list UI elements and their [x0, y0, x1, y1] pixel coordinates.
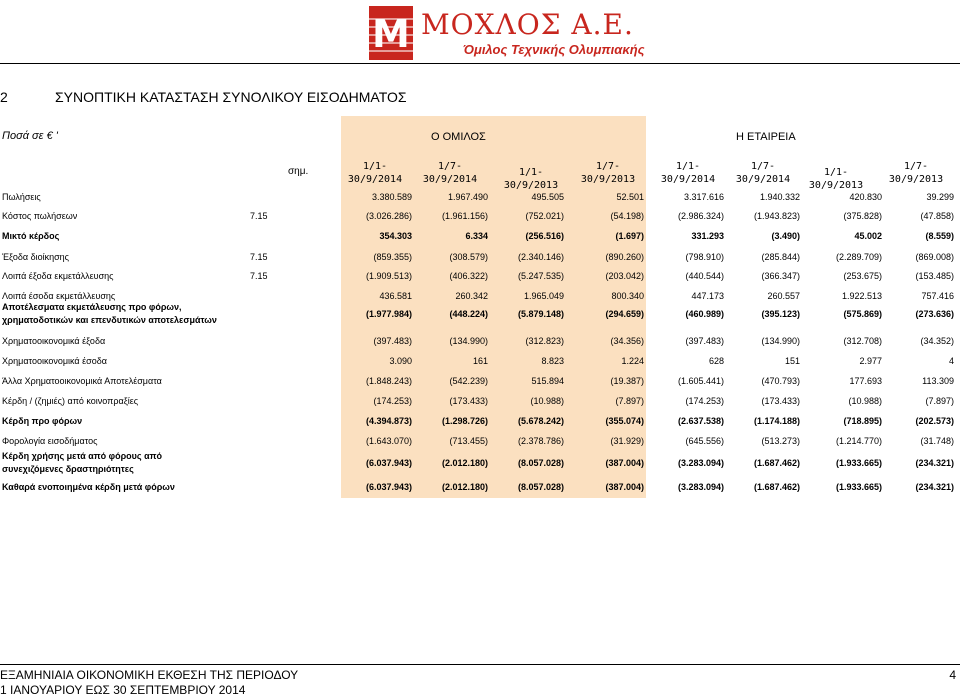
value-cell: (798.910): [685, 252, 724, 262]
value-cell: 260.342: [455, 291, 488, 301]
row-note: 7.15: [250, 271, 268, 281]
page-number: 4: [949, 668, 956, 682]
value-cell: 4: [948, 356, 954, 366]
value-cell: (34.356): [610, 336, 644, 346]
value-cell: (1.848.243): [365, 376, 412, 386]
row-label: Πωλήσεις: [2, 192, 41, 202]
value-cell: 1.940.332: [759, 192, 800, 202]
value-cell: 1.922.513: [841, 291, 882, 301]
value-cell: (1.933.665): [835, 458, 882, 468]
value-cell: (234.321): [915, 458, 954, 468]
value-cell: (387.004): [605, 458, 644, 468]
value-cell: (645.556): [685, 436, 724, 446]
value-cell: (203.042): [605, 271, 644, 281]
row-note: 7.15: [250, 252, 268, 262]
section-title: ΣΥΝΟΠΤΙΚΗ ΚΑΤΑΣΤΑΣΗ ΣΥΝΟΛΙΚΟΥ ΕΙΣΟΔΗΜΑΤΟΣ: [55, 89, 407, 105]
value-cell: (1.943.823): [753, 211, 800, 221]
value-cell: 420.830: [849, 192, 882, 202]
column-header: 1/1- 30/9/2014: [347, 161, 403, 185]
value-cell: (440.544): [685, 271, 724, 281]
value-cell: 3.317.616: [683, 192, 724, 202]
company-logo: [369, 6, 645, 60]
value-cell: (285.844): [761, 252, 800, 262]
value-cell: (5.879.148): [517, 309, 564, 319]
value-cell: (1.605.441): [677, 376, 724, 386]
row-label: Φορολογία εισοδήματος: [2, 436, 98, 446]
value-cell: (174.253): [373, 396, 412, 406]
footer-period: 1 ΙΑΝΟΥΑΡΙΟΥ ΕΩΣ 30 ΣΕΠΤΕΜΒΡΙΟΥ 2014: [0, 683, 246, 697]
value-cell: (513.273): [761, 436, 800, 446]
value-cell: (397.483): [685, 336, 724, 346]
value-cell: (869.008): [915, 252, 954, 262]
value-cell: (1.214.770): [835, 436, 882, 446]
value-cell: (397.483): [373, 336, 412, 346]
value-cell: (312.708): [843, 336, 882, 346]
value-cell: (173.433): [449, 396, 488, 406]
row-label: Κόστος πωλήσεων: [2, 211, 78, 221]
value-cell: 1.967.490: [447, 192, 488, 202]
value-cell: (2.012.180): [441, 482, 488, 492]
value-cell: (2.378.786): [517, 436, 564, 446]
value-cell: 515.894: [531, 376, 564, 386]
value-cell: 113.309: [922, 376, 954, 386]
value-cell: (253.675): [843, 271, 882, 281]
value-cell: (752.021): [525, 211, 564, 221]
row-label: Έξοδα διοίκησης: [2, 252, 69, 262]
value-cell: (312.823): [525, 336, 564, 346]
value-cell: (355.074): [605, 416, 644, 426]
column-header: 1/7- 30/9/2013: [888, 161, 944, 185]
value-cell: (8.559): [925, 231, 954, 241]
row-label: Καθαρά ενοποιημένα κέρδη μετά φόρων: [2, 482, 175, 492]
value-cell: (256.516): [525, 231, 564, 241]
value-cell: (34.352): [920, 336, 954, 346]
company-subtitle: Όμιλος Τεχνικής Ολυμπιακής: [463, 42, 645, 57]
column-header: 1/1-30/9/2013: [808, 167, 864, 191]
currency-label: Ποσά σε € ': [2, 130, 58, 142]
value-cell: 8.823: [541, 356, 564, 366]
value-cell: (1.687.462): [753, 482, 800, 492]
value-cell: (387.004): [605, 482, 644, 492]
value-cell: (308.579): [449, 252, 488, 262]
row-label: Κέρδη / (ζημιές) από κοινοπραξίες: [2, 396, 139, 406]
company-name: ΜΟΧΛΟΣ Α.Ε.: [421, 8, 634, 41]
row-label: Κέρδη χρήσης μετά από φόρους από συνεχιζόμενες δραστηριότητες: [2, 451, 163, 474]
value-cell: (2.289.709): [835, 252, 882, 262]
value-cell: (7.897): [925, 396, 954, 406]
value-cell: (1.961.156): [441, 211, 488, 221]
value-cell: 447.173: [691, 291, 724, 301]
row-label: Αποτέλεσματα εκμετάλευσης προ φόρων, χρηματοδοτικών και επενδυτικών αποτελεσμάτων: [2, 302, 217, 325]
row-label: Μικτό κέρδος: [2, 231, 60, 241]
value-cell: 1.224: [621, 356, 644, 366]
logo-mark: [369, 6, 413, 60]
column-header: 1/7- 30/9/2014: [735, 161, 791, 185]
row-label: Κέρδη προ φόρων: [2, 416, 83, 426]
value-cell: (1.933.665): [835, 482, 882, 492]
value-cell: (202.573): [915, 416, 954, 426]
value-cell: (5.678.242): [517, 416, 564, 426]
value-cell: 331.293: [691, 231, 724, 241]
group-header: Ο ΟΜΙΛΟΣ: [431, 131, 486, 143]
value-cell: (1.174.188): [753, 416, 800, 426]
value-cell: (366.347): [761, 271, 800, 281]
value-cell: (2.012.180): [441, 458, 488, 468]
value-cell: (31.929): [610, 436, 644, 446]
value-cell: (4.394.873): [365, 416, 412, 426]
value-cell: (134.990): [761, 336, 800, 346]
value-cell: (718.895): [843, 416, 882, 426]
value-cell: 6.334: [465, 231, 488, 241]
value-cell: (3.490): [771, 231, 800, 241]
column-header: 1/7- 30/9/2014: [422, 161, 478, 185]
value-cell: (406.322): [449, 271, 488, 281]
value-cell: 39.299: [926, 192, 954, 202]
value-cell: 3.380.589: [371, 192, 412, 202]
value-cell: 177.693: [849, 376, 882, 386]
value-cell: (6.037.943): [365, 482, 412, 492]
value-cell: (174.253): [685, 396, 724, 406]
value-cell: 1.965.049: [523, 291, 564, 301]
footer-divider: [0, 664, 960, 665]
logo-letter: M: [372, 12, 408, 56]
row-label: Λοιπά έσοδα εκμετάλλευσης: [2, 291, 116, 301]
value-cell: (10.988): [848, 396, 882, 406]
value-cell: (3.283.094): [677, 482, 724, 492]
value-cell: (273.636): [915, 309, 954, 319]
value-cell: (2.986.324): [677, 211, 724, 221]
value-cell: (54.198): [610, 211, 644, 221]
value-cell: (890.260): [605, 252, 644, 262]
value-cell: (6.037.943): [365, 458, 412, 468]
value-cell: 628: [708, 356, 724, 366]
value-cell: (5.247.535): [517, 271, 564, 281]
value-cell: (3.026.286): [365, 211, 412, 221]
value-cell: (470.793): [761, 376, 800, 386]
section-number: 2: [0, 89, 8, 105]
value-cell: 45.002: [854, 231, 882, 241]
note-column-header: σημ.: [288, 166, 309, 177]
value-cell: 495.505: [531, 192, 564, 202]
value-cell: 757.416: [921, 291, 954, 301]
value-cell: (1.909.513): [365, 271, 412, 281]
value-cell: (8.057.028): [517, 482, 564, 492]
value-cell: 2.977: [859, 356, 882, 366]
value-cell: 151: [784, 356, 800, 366]
value-cell: (395.123): [761, 309, 800, 319]
value-cell: (2.637.538): [677, 416, 724, 426]
column-header: 1/7- 30/9/2013: [580, 161, 636, 185]
value-cell: (542.239): [449, 376, 488, 386]
value-cell: (713.455): [449, 436, 488, 446]
value-cell: 800.340: [611, 291, 644, 301]
value-cell: (294.659): [605, 309, 644, 319]
value-cell: 354.303: [379, 231, 412, 241]
footer-report-title: ΕΞΑΜΗΝΙΑΙΑ ΟΙΚΟΝΟΜΙΚΗ ΕΚΘΕΣΗ ΤΗΣ ΠΕΡΙΟΔΟΥ: [0, 668, 299, 682]
value-cell: 260.557: [767, 291, 800, 301]
column-header: 1/1- 30/9/2014: [660, 161, 716, 185]
row-label: Λοιπά έξοδα εκμετάλλευσης: [2, 271, 114, 281]
value-cell: (3.283.094): [677, 458, 724, 468]
value-cell: (7.897): [615, 396, 644, 406]
company-header: Η ΕΤΑΙΡΕΙΑ: [736, 131, 796, 143]
value-cell: (448.224): [449, 309, 488, 319]
value-cell: (575.869): [843, 309, 882, 319]
row-label: Χρηματοοικονομικά έξοδα: [2, 336, 106, 346]
column-header: 1/1-30/9/2013: [503, 167, 559, 191]
header-divider: [0, 63, 960, 64]
value-cell: (8.057.028): [517, 458, 564, 468]
value-cell: (859.355): [373, 252, 412, 262]
value-cell: 161: [472, 356, 488, 366]
row-note: 7.15: [250, 211, 268, 221]
value-cell: (234.321): [915, 482, 954, 492]
value-cell: (134.990): [449, 336, 488, 346]
value-cell: 3.090: [389, 356, 412, 366]
value-cell: (1.687.462): [753, 458, 800, 468]
value-cell: (10.988): [530, 396, 564, 406]
value-cell: (153.485): [915, 271, 954, 281]
value-cell: (31.748): [920, 436, 954, 446]
value-cell: (375.828): [843, 211, 882, 221]
value-cell: (47.858): [920, 211, 954, 221]
value-cell: (1.298.726): [441, 416, 488, 426]
value-cell: 436.581: [379, 291, 412, 301]
value-cell: (173.433): [761, 396, 800, 406]
value-cell: (1.643.070): [365, 436, 412, 446]
value-cell: (19.387): [610, 376, 644, 386]
row-label: Άλλα Χρηματοοικονομικά Αποτελέσματα: [2, 376, 162, 386]
value-cell: (1.977.984): [365, 309, 412, 319]
value-cell: 52.501: [616, 192, 644, 202]
value-cell: (1.697): [615, 231, 644, 241]
row-label: Χρηματοοικονομικά έσοδα: [2, 356, 107, 366]
value-cell: (460.989): [685, 309, 724, 319]
value-cell: (2.340.146): [517, 252, 564, 262]
